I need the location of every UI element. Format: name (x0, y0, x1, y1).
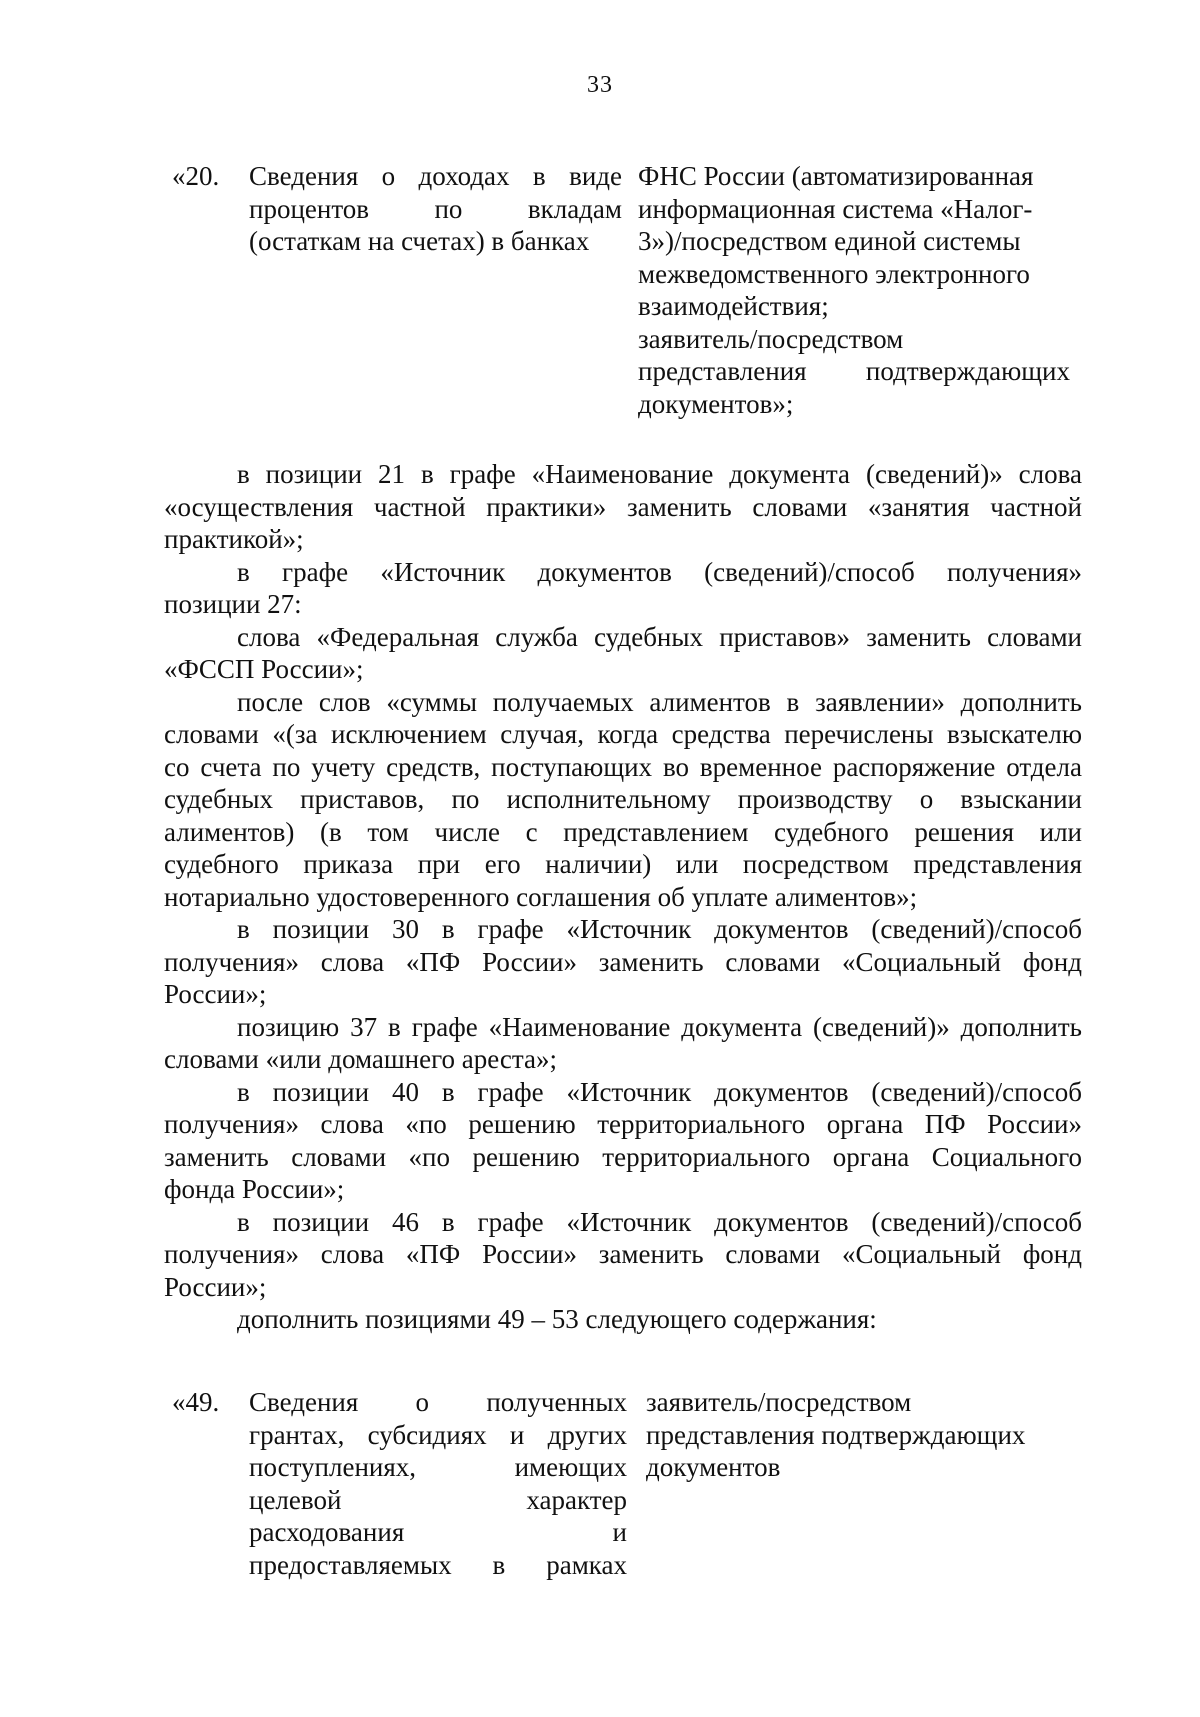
source-line: документов»; (638, 388, 794, 419)
source-line: межведомственного электронного (638, 258, 1030, 289)
text-line: России»; (164, 979, 267, 1009)
description-line: процентов по вкладам (249, 193, 622, 224)
text-line: слова «Федеральная служба судебных приставов» заменить словами (237, 621, 1082, 652)
text-line: словами «(за исключением случая, когда средства перечислены взыскателю (164, 719, 1082, 749)
paragraph (164, 458, 1082, 556)
text-line: судебного приказа при его наличии) или посредством представления (164, 849, 1082, 879)
text-line: позиции 27: (164, 589, 302, 619)
text-line: «ФССП России»; (164, 654, 364, 684)
paragraph (164, 621, 1082, 686)
text-line: словами «или домашнего ареста»; (164, 1044, 557, 1074)
text-line: фонда России»; (164, 1174, 345, 1204)
text-line: в позиции 46 в графе «Источник документов (сведений)/способ (237, 1206, 1082, 1237)
text-line: судебных приставов, по исполнительному производству о взыскании (164, 784, 1082, 814)
paragraph (164, 686, 1082, 914)
entry-source (646, 1386, 1070, 1484)
paragraph (164, 1303, 1082, 1336)
text-line: «осуществления частной практики» заменить словами «занятия частной (164, 491, 1082, 522)
text-line: позицию 37 в графе «Наименование документа (сведений)» дополнить (237, 1011, 1082, 1042)
source-line: заявитель/посредством (638, 323, 904, 354)
text-line: в позиции 30 в графе «Источник документов (сведений)/способ (237, 914, 1082, 944)
text-line: в графе «Источник документов (сведений)/способ получения» (237, 556, 1082, 587)
source-line: информационная система «Налог- (638, 193, 1033, 224)
description-line: предоставляемых в рамках (249, 1549, 627, 1580)
entry-description (249, 160, 622, 258)
text-line: России»; (164, 1271, 267, 1302)
entry-number: «20. (172, 161, 220, 191)
entry-source (638, 160, 1070, 420)
paragraph (164, 1076, 1082, 1206)
source-line: 3»)/посредством единой системы (638, 226, 1021, 256)
source-line: взаимодействия; (638, 291, 829, 321)
text-line: нотариально удостоверенного соглашения об уплате алиментов»; (164, 881, 918, 912)
text-line: дополнить позициями 49 – 53 следующего содержания: (237, 1304, 877, 1334)
description-line: поступлениях, имеющих (249, 1452, 627, 1482)
description-line: (остаткам на счетах) в банках (249, 226, 590, 256)
text-line: алиментов) (в том числе с представлением судебного решения или (164, 816, 1082, 847)
text-line: получения» слова «по решению территориального органа ПФ России» (164, 1109, 1082, 1139)
text-line: получения» слова «ПФ России» заменить словами «Социальный фонд (164, 1239, 1082, 1269)
description-line: Сведения о полученных (249, 1387, 627, 1417)
text-line: после слов «суммы получаемых алиментов в заявлении» дополнить (237, 686, 1082, 717)
entry-number: «49. (172, 1387, 220, 1417)
source-line: заявитель/посредством (646, 1387, 912, 1417)
entry-description (249, 1386, 627, 1581)
description-line: расходования и (249, 1517, 627, 1547)
text-line: в позиции 21 в графе «Наименование документа (сведений)» слова (237, 459, 1082, 489)
description-line: Сведения о доходах в виде (249, 161, 622, 191)
paragraph (164, 1206, 1082, 1304)
paragraph (164, 913, 1082, 1011)
source-line: ФНС России (автоматизированная (638, 161, 1034, 191)
source-line: представления подтверждающих (638, 356, 1070, 386)
paragraph (164, 556, 1082, 621)
source-line: документов (646, 1452, 781, 1482)
amendments-text (164, 458, 1082, 1336)
paragraph (164, 1011, 1082, 1076)
page-number: 33 (587, 72, 613, 98)
text-line: в позиции 40 в графе «Источник документов (сведений)/способ (237, 1076, 1082, 1107)
source-line: представления подтверждающих (646, 1419, 1026, 1450)
text-line: со счета по учету средств, поступающих во временное распоряжение отдела (164, 751, 1082, 782)
text-line: заменить словами «по решению территориального органа Социального (164, 1141, 1082, 1172)
text-line: практикой»; (164, 524, 304, 554)
text-line: получения» слова «ПФ России» заменить словами «Социальный фонд (164, 946, 1082, 977)
description-line: грантах, субсидиях и других (249, 1419, 627, 1450)
description-line: целевой характер (249, 1484, 627, 1515)
